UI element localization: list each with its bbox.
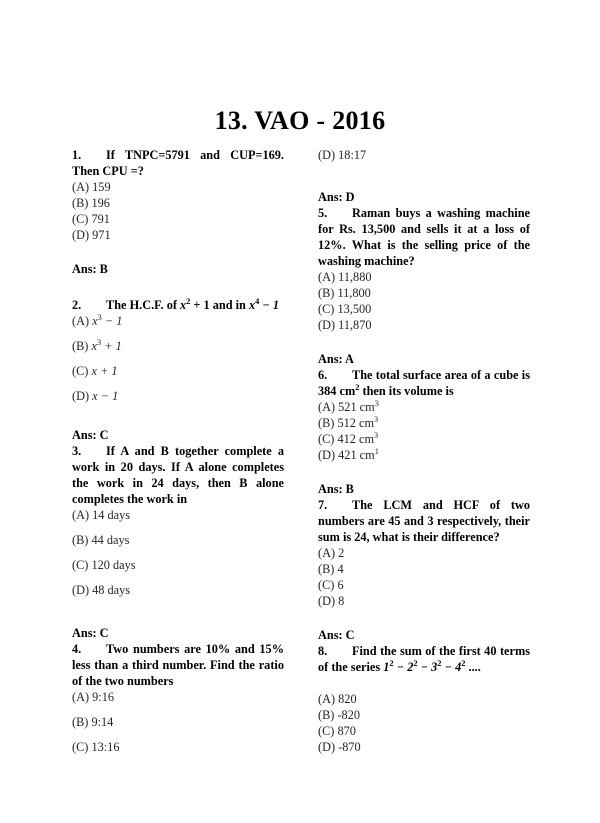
option-2-d[interactable]: (D) x − 1 (72, 388, 119, 403)
right-column (318, 148, 530, 756)
question-text-2-part1: The H.C.F. of (106, 297, 181, 312)
option-7-c[interactable]: (C) 6 (318, 577, 344, 592)
question-block-7 (318, 498, 530, 644)
option-4-b[interactable]: (B) 9:14 (72, 714, 114, 729)
question-stem-3 (72, 444, 284, 508)
question-text-4: Two numbers are 10% and 15% less than a third number. Find the ratio of the two numbers (72, 641, 284, 688)
question-number-5: 5. (318, 205, 328, 220)
option-7-b[interactable]: (B) 4 (318, 561, 344, 576)
option-6-d[interactable]: (D) 421 $cm^1$ (318, 446, 379, 462)
answer-6: Ans: B (318, 481, 354, 496)
question-stem-4 (72, 642, 284, 690)
option-1-c[interactable]: (C) 791 (72, 211, 110, 226)
option-8-b[interactable]: (B) -820 (318, 707, 361, 722)
option-6-a[interactable]: (A) 521 $cm^3$ (318, 398, 379, 414)
question-text-2-part2: + 1 and in (190, 297, 246, 312)
question-text-5: Raman buys a washing machine for Rs. 13,500 and sells it at a loss of 12%. What is the selling price of the washing machine? (318, 205, 530, 268)
option-4-a[interactable]: (A) 9:16 (72, 689, 115, 704)
options-4 (72, 690, 284, 756)
option-3-d[interactable]: (D) 48 days (72, 582, 131, 597)
page-title: 13. VAO - 2016 (214, 106, 386, 135)
question-text-6-part1: The total surface area of a cube is 384 cm (318, 367, 530, 398)
option-5-d[interactable]: (D) 11,870 (318, 317, 372, 332)
option-7-d[interactable]: (D) 8 (318, 593, 345, 608)
question-block-8 (318, 644, 530, 756)
options-2 (72, 314, 284, 405)
question-2-math-x1: $x^2$ (180, 296, 191, 312)
answer-4: Ans: D (318, 189, 355, 204)
question-number-4: 4. (72, 641, 82, 656)
option-2-a[interactable]: (A) $x^3 - 1$ (72, 312, 123, 328)
option-1-a[interactable]: (A) 159 (72, 179, 111, 194)
option-6-b[interactable]: (B) 512 $cm^3$ (318, 414, 379, 430)
option-5-c[interactable]: (C) 13,500 (318, 301, 372, 316)
options-6 (318, 400, 530, 464)
left-column (72, 148, 284, 765)
question-text-3: If A and B together complete a work in 20 days. If A alone completes the work in 24 days, then B alone completes the work in (72, 443, 284, 506)
question-text-8-part1: Find the sum of the first 40 terms of the series (318, 643, 530, 674)
option-6-c[interactable]: (C) 412 $cm^3$ (318, 430, 379, 446)
question-2-math-x2: $x^4$ (248, 296, 260, 312)
option-4-c[interactable]: (C) 13:16 (72, 739, 120, 754)
option-5-a[interactable]: (A) 11,880 (318, 269, 372, 284)
option-8-d[interactable]: (D) -870 (318, 739, 361, 754)
option-1-d[interactable]: (D) 971 (72, 227, 111, 242)
question-block-5 (318, 206, 530, 368)
question-block-6 (318, 368, 530, 498)
answer-3: Ans: C (72, 625, 109, 640)
question-text-7: The LCM and HCF of two numbers are 45 and 3 respectively, their sum is 24, what is their difference? (318, 497, 530, 544)
question-number-1: 1. (72, 148, 82, 162)
option-5-b[interactable]: (B) 11,800 (318, 285, 371, 300)
option-8-c[interactable]: (C) 870 (318, 723, 356, 738)
question-8-series-tail: .... (465, 659, 481, 674)
question-number-8: 8. (318, 643, 328, 658)
options-3 (72, 508, 284, 599)
option-8-a[interactable]: (A) 820 (318, 691, 357, 706)
question-number-3: 3. (72, 443, 82, 458)
answer-1: Ans: B (72, 261, 108, 276)
option-3-b[interactable]: (B) 44 days (72, 532, 130, 547)
question-6-superscript: 2 (355, 382, 360, 392)
question-stem-7 (318, 498, 530, 546)
question-text-2-part3: − 1 (259, 297, 280, 312)
question-8-series: $1^2 - 2^2 - 3^2 - 4^2$ (383, 658, 466, 674)
answer-2: Ans: C (72, 427, 109, 442)
option-3-a[interactable]: (A) 14 days (72, 507, 131, 522)
question-number-7: 7. (318, 497, 328, 512)
option-3-c[interactable]: (C) 120 days (72, 557, 136, 572)
option-1-b[interactable]: (B) 196 (72, 195, 110, 210)
option-2-c[interactable]: (C) x + 1 (72, 363, 118, 378)
options-5 (318, 270, 530, 334)
options-1 (72, 180, 284, 244)
options-8 (318, 692, 530, 756)
question-stem-5 (318, 206, 530, 270)
option-7-a[interactable]: (A) 2 (318, 545, 345, 560)
option-4-d-continued[interactable]: (D) 18:17 (318, 148, 367, 162)
question-block-2 (72, 298, 284, 444)
question-stem-2 (72, 298, 284, 314)
question-block-1 (72, 148, 284, 278)
question-stem-6 (318, 368, 530, 400)
options-7 (318, 546, 530, 610)
question-block-3 (72, 444, 284, 642)
question-text-6-part2: then its volume is (359, 383, 454, 398)
answer-5: Ans: A (318, 351, 354, 366)
question-stem-8 (318, 644, 530, 676)
question-block-4 (72, 642, 284, 756)
option-2-b[interactable]: (B) $x^3 + 1$ (72, 337, 122, 353)
answer-7: Ans: C (318, 627, 355, 642)
question-number-2: 2. (72, 297, 82, 312)
question-text-1: If TNPC=5791 and CUP=169. Then CPU =? (72, 148, 284, 178)
question-number-6: 6. (318, 367, 328, 382)
question-stem-1 (72, 148, 284, 180)
